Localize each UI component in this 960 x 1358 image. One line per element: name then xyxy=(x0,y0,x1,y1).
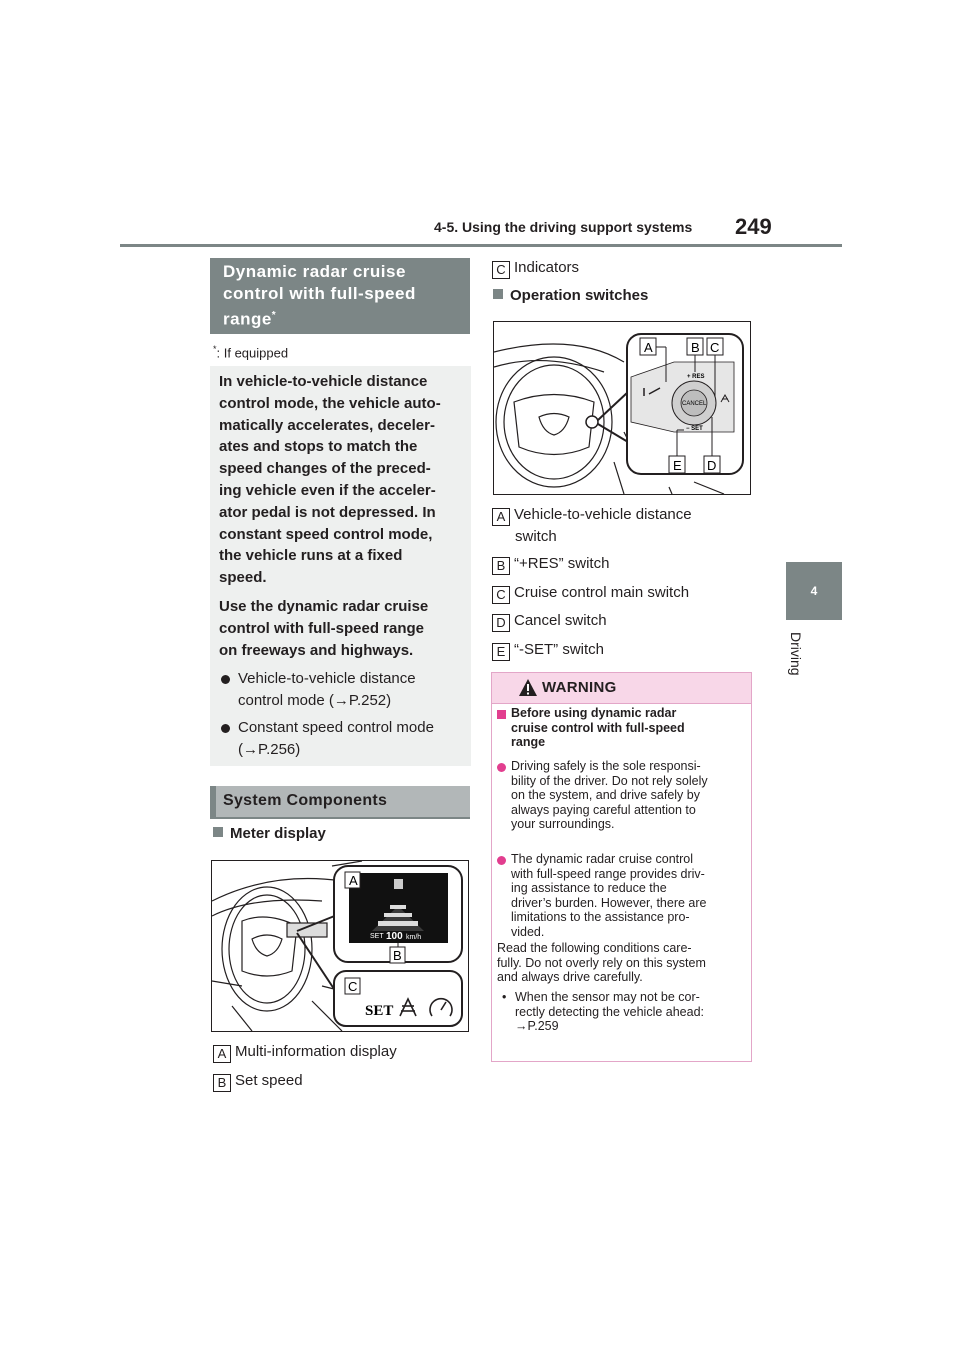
legend-e-set: E “-SET” switch xyxy=(492,641,604,661)
warning-header: WARNING xyxy=(492,673,751,703)
callout-b: B xyxy=(393,948,402,963)
callout-a: A xyxy=(644,340,653,355)
meter-set-text: SET xyxy=(370,933,384,940)
res-switch-label: + RES xyxy=(687,374,705,380)
meter-figure xyxy=(211,860,469,1032)
intro-text-2: Use the dynamic radar cruise control with full-speed range on freeways and highways. xyxy=(219,598,429,659)
intro-text: In vehicle-to-vehicle distance control mode, the vehicle auto- matically accelerates, deceler- ates and stops to match the speed changes of the preced- ing vehicle even if the acceler- ator pedal is not depressed. In constant speed control mode, the vehicle runs at a fixed speed. xyxy=(219,373,441,587)
warning-triangle-icon xyxy=(518,678,538,697)
warning-sub: When the sensor may not be cor- rectly detecting the vehicle ahead: →P.259 xyxy=(515,990,705,1034)
section-title: 4-5. Using the driving support systems xyxy=(434,219,693,235)
components-rule xyxy=(210,817,470,819)
warning-paragraph: Read the following conditions care- fully. Do not overly rely on this system and always drive carefully. xyxy=(497,941,706,985)
warning-box xyxy=(491,672,752,1062)
callout-d: D xyxy=(707,458,717,473)
header-rule xyxy=(120,244,842,247)
legend-c-indicators: C Indicators xyxy=(492,259,579,279)
indicator-set: SET xyxy=(365,1003,394,1019)
meter-speed-text: 100 xyxy=(386,931,403,942)
legend-c-main: C Cruise control main switch xyxy=(492,584,689,604)
section-heading-mark: * xyxy=(271,310,277,321)
callout-c: C xyxy=(710,340,720,355)
components-heading: System Components xyxy=(210,786,470,819)
section-heading-text: Dynamic radar cruise control with full-speed range xyxy=(223,262,416,329)
callout-a: A xyxy=(349,873,358,888)
switch-heading: Operation switches xyxy=(493,287,648,304)
meter-illustration xyxy=(212,861,468,1031)
warning-sub-bullet: • xyxy=(502,990,507,1004)
legend-a-distance: A Vehicle-to-vehicle distance switch xyxy=(492,504,692,548)
legend-a: A Multi-information display xyxy=(213,1043,397,1063)
cancel-switch-label: CANCEL xyxy=(682,401,707,407)
meter-unit-text: km/h xyxy=(406,934,422,941)
callout-e: E xyxy=(673,458,682,473)
section-heading xyxy=(210,258,470,334)
switch-illustration xyxy=(494,322,750,494)
warning-heading: Before using dynamic radar cruise control with full-speed range xyxy=(511,706,685,750)
footnote: *: If equipped xyxy=(213,344,289,361)
chapter-tab: 4 xyxy=(786,562,842,620)
set-switch-label: − SET xyxy=(686,426,703,432)
intro-box: In vehicle-to-vehicle distance control mode, the vehicle auto- matically accelerates, deceler- ates and stops to match the speed changes of the preced- ing vehicle even if the acceler- ator pedal is not depressed. In constant speed control mode, the vehicle runs at a fixed speed. Use the dynamic radar cruise control with full-speed range on freeways and highways. Vehicle-to-vehicle distance control mode (→P.252) Constant speed control mode (→P.256) xyxy=(210,366,471,766)
chapter-label: Driving xyxy=(788,632,804,676)
legend-b-res: B “+RES” switch xyxy=(492,555,609,575)
legend-b: B Set speed xyxy=(213,1072,303,1092)
page-number: 249 xyxy=(735,214,772,239)
meter-heading: Meter display xyxy=(213,825,326,842)
warning-item: The dynamic radar cruise control with full-speed range provides driv- ing assistance to reduce the driver’s burden. However, there are limitations to the assistance pro- vided. xyxy=(511,852,707,939)
warning-item: Driving safely is the sole responsi- bility of the driver. Do not rely solely on the system, and drive safely by always paying careful attention to your surroundings. xyxy=(511,759,708,832)
legend-d-cancel: D Cancel switch xyxy=(492,612,607,632)
callout-c: C xyxy=(348,979,358,994)
callout-b: B xyxy=(691,340,700,355)
switch-figure xyxy=(493,321,751,495)
